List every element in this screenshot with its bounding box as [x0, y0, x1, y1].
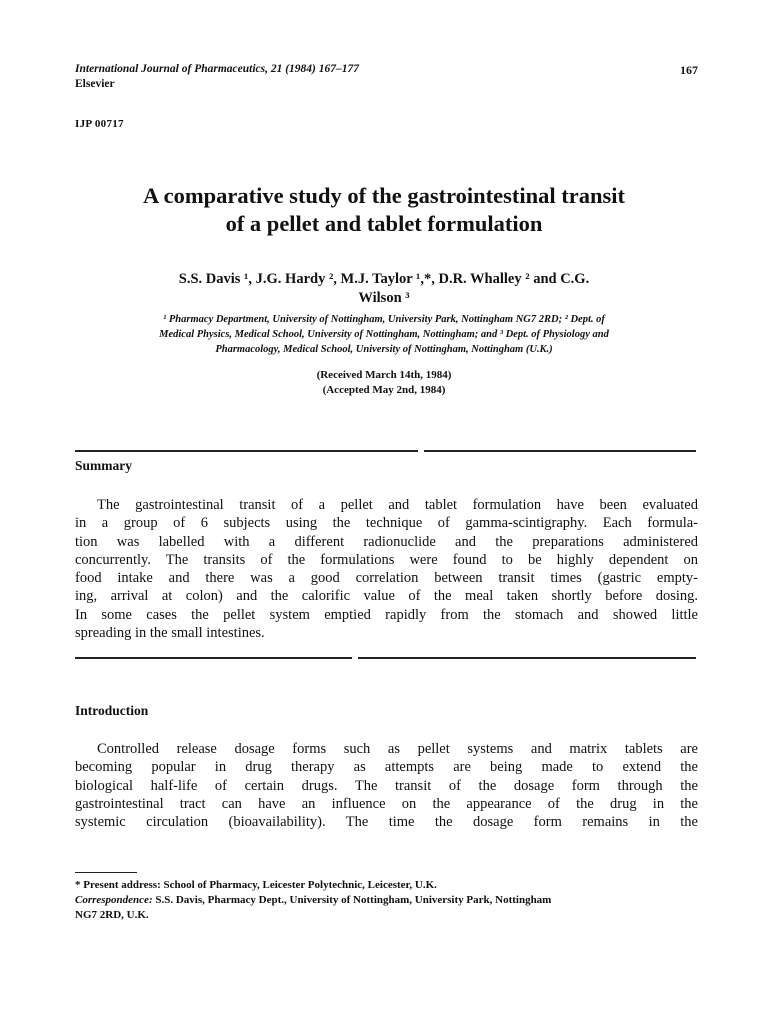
author-list: [75, 270, 693, 308]
title-line: A comparative study of the gastrointestinal transit: [142, 183, 626, 208]
summary-line: concurrently. The transits of the formulations were found to be highly dependent on: [75, 551, 698, 568]
summary-line: The gastrointestinal transit of a pellet and tablet formulation have been evaluated: [97, 497, 698, 513]
publisher-name: Elsevier: [75, 78, 115, 90]
footnotes: [75, 878, 698, 923]
correspondence-label: Correspondence:: [75, 894, 153, 906]
article-dates: [75, 368, 693, 398]
author-line: S.S. Davis ¹, J.G. Hardy ², M.J. Taylor ¹,*, D.R. Whalley ² and C.G.: [178, 271, 590, 287]
summary-line: In some cases the pellet system emptied rapidly from the stomach and showed little: [75, 606, 698, 623]
summary-paragraph: [75, 496, 698, 642]
affiliations: [75, 312, 693, 357]
journal-citation: International Journal of Pharmaceutics, 21 (1984) 167–177: [75, 63, 360, 75]
summary-line: ing, arrival at colon) and the calorific value of the meal taken shortly before dosing.: [75, 588, 698, 605]
affiliation-line: Medical Physics, Medical School, University of Nottingham, Nottingham; and ³ Dept. of Physiology and: [159, 329, 609, 340]
accepted-date: (Accepted May 2nd, 1984): [322, 384, 446, 396]
introduction-line: gastrointestinal tract can have an influence on the appearance of the drug in the: [75, 795, 698, 812]
summary-line: spreading in the small intestines.: [75, 625, 265, 642]
article-id: IJP 00717: [75, 118, 124, 130]
article-title: [60, 182, 708, 238]
introduction-paragraph: [75, 740, 698, 831]
summary-bottom-rule: [75, 657, 352, 659]
footnote-rule: [75, 872, 137, 873]
present-address-footnote: * Present address: School of Pharmacy, Leicester Polytechnic, Leicester, U.K.: [75, 879, 437, 891]
correspondence-text: S.S. Davis, Pharmacy Dept., University of Nottingham, University Park, Nottingham: [152, 894, 552, 906]
summary-top-rule: [75, 450, 418, 452]
introduction-line: Controlled release dosage forms such as pellet systems and matrix tablets are: [97, 741, 698, 757]
page-number: 167: [680, 63, 698, 77]
summary-bottom-rule: [358, 657, 696, 659]
introduction-line: becoming popular in drug therapy as attempts are being made to extend the: [75, 759, 698, 776]
correspondence-footnote-cont: NG7 2RD, U.K.: [75, 909, 149, 921]
introduction-line: biological half-life of certain drugs. The transit of the dosage form through the: [75, 777, 698, 794]
introduction-heading: Introduction: [75, 703, 149, 718]
summary-top-rule: [424, 450, 696, 452]
author-line: Wilson ³: [358, 290, 410, 306]
introduction-line: systemic circulation (bioavailability). The time the dosage form remains in the: [75, 814, 698, 831]
correspondence-footnote: [75, 893, 698, 908]
received-date: (Received March 14th, 1984): [316, 369, 452, 381]
affiliation-line: ¹ Pharmacy Department, University of Nottingham, University Park, Nottingham NG7 2RD; ² Dept. of: [163, 314, 605, 325]
title-line: of a pellet and tablet formulation: [225, 211, 543, 236]
summary-line: food intake and there was a good correlation between transit times (gastric empty-: [75, 570, 698, 587]
affiliation-line: Pharmacology, Medical School, University of Nottingham, Nottingham (U.K.): [215, 344, 553, 355]
summary-line: in a group of 6 subjects using the technique of gamma-scintigraphy. Each formula-: [75, 515, 698, 532]
summary-heading: Summary: [75, 458, 132, 473]
summary-line: tion was labelled with a different radionuclide and the preparations administered: [75, 533, 698, 550]
